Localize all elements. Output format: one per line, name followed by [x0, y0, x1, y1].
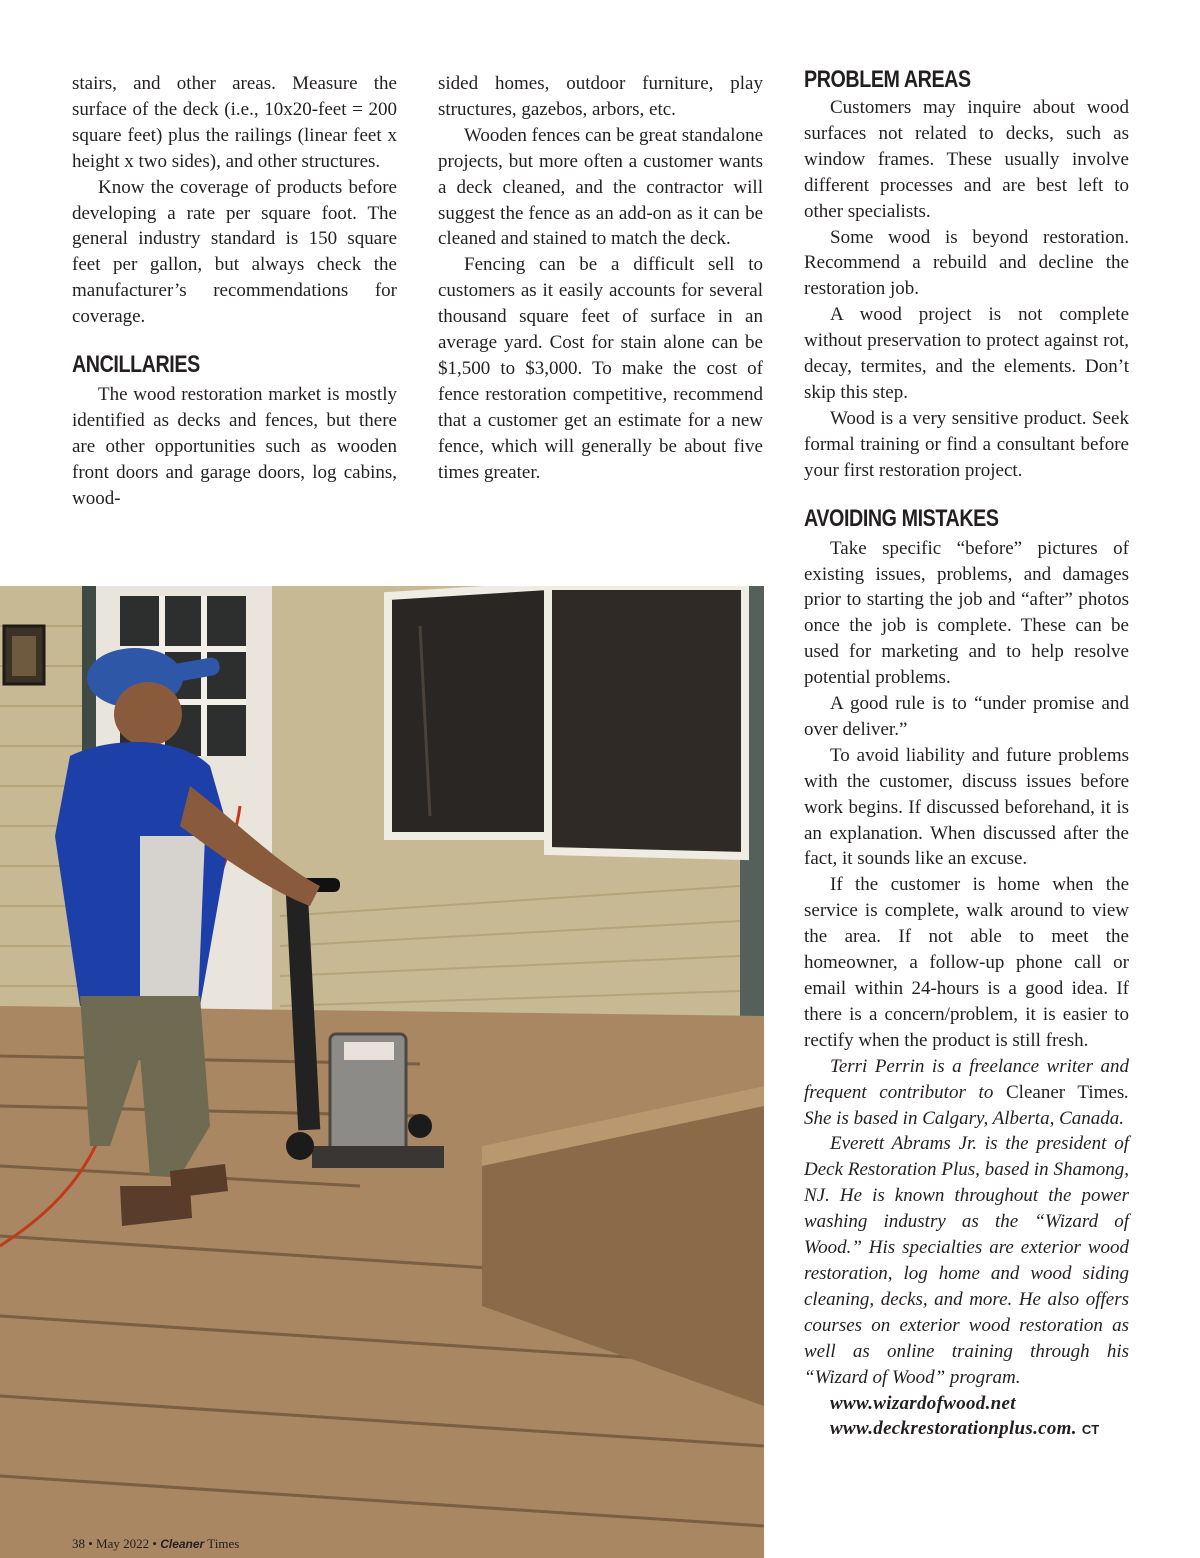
- paragraph: sided homes, outdoor furniture, play structures, gazebos, arbors, etc.: [438, 73, 763, 120]
- website-link-deckrestorationplus[interactable]: [804, 1416, 1129, 1443]
- end-mark: CT: [1081, 1422, 1100, 1438]
- page-footer: [72, 1536, 239, 1552]
- link-text[interactable]: www.deckrestorationplus.com.: [830, 1418, 1077, 1440]
- paragraph: Take specific “before” pictures of existing issues, problems, and damages prior to starting the job and “after” photos once the job is complete. These can be used for marketing and to help resolve potential problems.: [804, 537, 1129, 689]
- paragraph: Wooden fences can be great standalone projects, but more often a customer wants a deck cleaned, and the contractor will suggest the fence as an add-on as it can be cleaned and stained to match the deck.: [438, 124, 763, 250]
- deck-sanding-photo: [0, 586, 764, 1558]
- publication-name: Cleaner Times: [1006, 1081, 1125, 1103]
- website-link-wizardofwood[interactable]: [804, 1391, 1129, 1417]
- link-text[interactable]: www.wizardofwood.net: [830, 1392, 1016, 1414]
- article-photo: [0, 586, 764, 1558]
- bio-text: Terri Perrin is a freelance writer and frequent contributor to: [804, 1055, 1129, 1103]
- paragraph: A good rule is to “under promise and over deliver.”: [804, 693, 1129, 740]
- paragraph: Know the coverage of products before developing a rate per square foot. The general industry standard is 150 square feet per gallon, but always check the manufacturer’s recommendations for coverage.: [72, 176, 397, 328]
- paragraph: Customers may inquire about wood surfaces not related to decks, such as window frames. These usually involve different processes and are best left to other specialists.: [804, 97, 1129, 222]
- paragraph: A wood project is not complete without preservation to protect against rot, decay, termites, and the elements. Don’t skip this step.: [804, 304, 1129, 403]
- article-column-3: [804, 65, 1129, 1443]
- contributor-bio: Everett Abrams Jr. is the president of Deck Restoration Plus, based in Shamong, NJ. He is known throughout the power washing industry as the “Wizard of Wood.” His specialties are exterior wood restoration, log home and wood siding cleaning, decks, and more. He also offers courses on exterior wood restoration as well as online training through his “Wizard of Wood” program.: [804, 1133, 1129, 1388]
- magazine-brand: Times: [204, 1536, 240, 1551]
- section-heading-avoiding-mistakes: AVOIDING MISTAKES: [804, 504, 999, 532]
- article-column-2: [438, 71, 763, 486]
- article-column-1: [72, 71, 397, 512]
- paragraph: To avoid liability and future problems with the customer, discuss issues before work begins. If discussed beforehand, it is an explanation. When discussed after the fact, it sounds like an excuse.: [804, 744, 1129, 870]
- paragraph: The wood restoration market is mostly identified as decks and fences, but there are other opportunities such as wooden front doors and garage doors, log cabins, wood-: [72, 384, 397, 509]
- paragraph: Wood is a very sensitive product. Seek formal training or find a consultant before your first restoration project.: [804, 407, 1129, 481]
- section-heading-problem-areas: PROBLEM AREAS: [804, 66, 971, 93]
- section-heading-ancillaries: ANCILLARIES: [72, 351, 200, 379]
- paragraph: Fencing can be a difficult sell to customers as it easily accounts for several thousand square feet of surface in an average yard. Cost for stain alone can be $1,500 to $3,000. To make the cost of fence restoration competitive, recommend that a customer get an estimate for a new fence, which will generally be about five times greater.: [438, 254, 763, 483]
- magazine-brand: Cleaner: [160, 1537, 205, 1551]
- author-bio: [804, 1054, 1129, 1132]
- paragraph: If the customer is home when the service is complete, walk around to view the area. If not able to meet the homeowner, a follow-up phone call or email within 24-hours is a good idea. If there is a concern/problem, it is easier to rectify when the product is still fresh.: [804, 874, 1129, 1051]
- paragraph: Some wood is beyond restoration. Recommend a rebuild and decline the restoration job.: [804, 226, 1129, 300]
- folio: 38 • May 2022 •: [72, 1536, 161, 1551]
- bio-text: . She is based in Calgary, Alberta, Canada.: [804, 1081, 1129, 1129]
- paragraph: stairs, and other areas. Measure the surface of the deck (i.e., 10x20-feet = 200 square feet) plus the railings (linear feet x height x two sides), and other structures.: [72, 73, 397, 172]
